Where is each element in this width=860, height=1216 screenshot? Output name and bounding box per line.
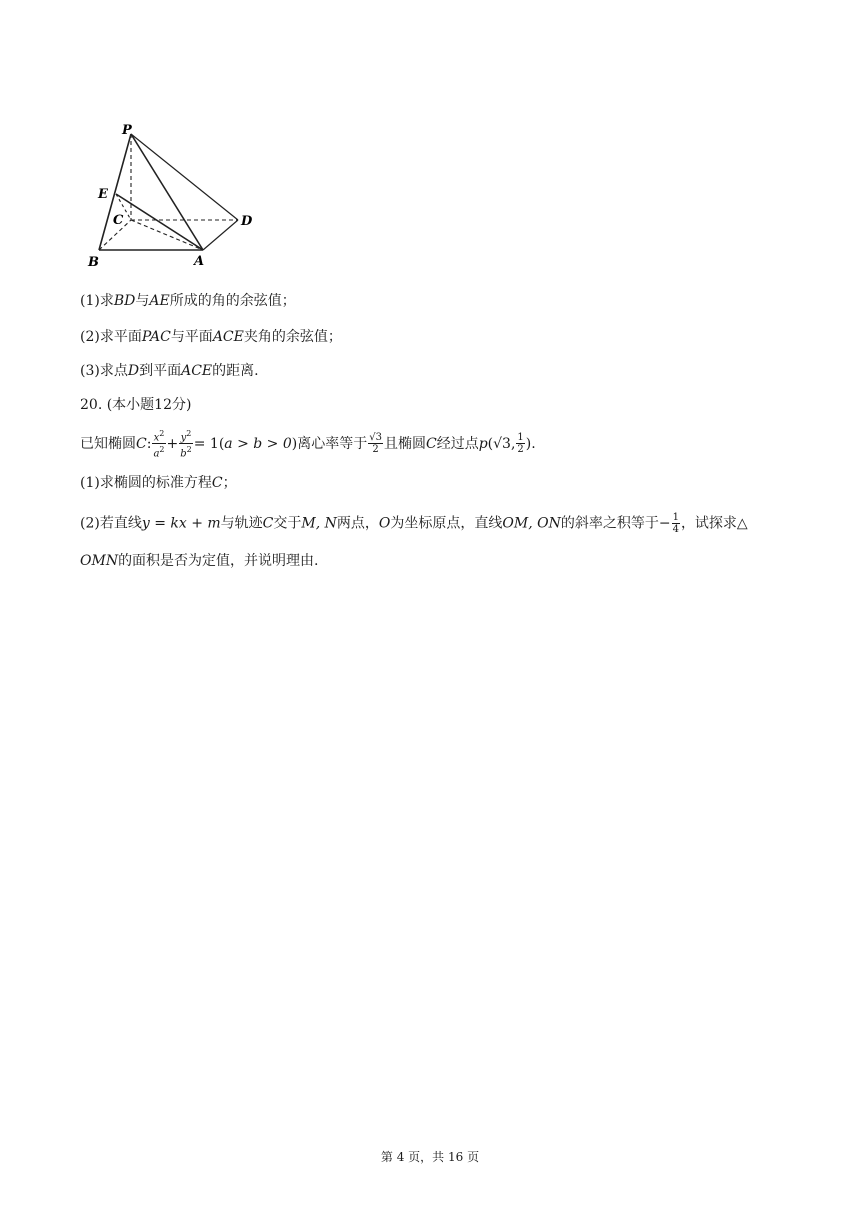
fraction-1-4 — [672, 512, 680, 535]
frac-two: 2 — [372, 444, 379, 456]
s2-origin-o: O — [378, 515, 391, 532]
label-d: D — [241, 214, 253, 229]
q2-suffix: 夹角的余弦值； — [243, 329, 342, 345]
q1-suffix: 所成的角的余弦值； — [169, 293, 296, 309]
fraction-y2-b2: $\frac{y^2}{b^2}$ — [180, 429, 192, 460]
frac-two-b: 2 — [517, 444, 524, 456]
q2-var-ace: ACE — [212, 329, 244, 345]
stmt-text-1: 已知椭圆 — [80, 435, 136, 452]
stmt-plus: + — [166, 435, 179, 452]
frac-one: 1 — [517, 432, 524, 444]
s2-text-5: 的斜率之积等于− — [560, 515, 671, 532]
fraction-x2-a2: $\frac{x^2}{a^2}$ — [153, 429, 165, 460]
pyramid-figure — [80, 118, 270, 278]
s2-text-1: 与轨迹 — [220, 515, 263, 532]
q1-prefix: (1)求 — [80, 293, 114, 309]
frac-one-q: 1 — [672, 512, 679, 523]
q2-mid: 与平面 — [170, 329, 213, 345]
s2-var-c: C — [262, 515, 274, 532]
page-footer: 第 4 页，共 16 页 — [380, 1150, 480, 1164]
pyramid-diagram — [80, 118, 270, 278]
stmt-text-4: 经过点 — [436, 435, 479, 452]
stmt-point-close: ). — [525, 435, 536, 452]
q3-prefix: (3)求点 — [80, 363, 128, 379]
s1-suffix: ； — [222, 475, 237, 491]
q3-var-ace: ACE — [181, 363, 213, 379]
s1-prefix: (1)求椭圆的标准方程 — [80, 475, 212, 491]
subquestion-2 — [80, 512, 748, 535]
q3-suffix: 的距离. — [212, 363, 259, 379]
frac-y: y — [180, 432, 187, 444]
q2-prefix: (2)求平面 — [80, 329, 142, 345]
s2-prefix: (2)若直线 — [80, 515, 142, 532]
s2-lines-om-on: OM, ON — [502, 515, 561, 532]
subquestion-1 — [80, 472, 237, 494]
q1-mid: 与 — [135, 293, 150, 309]
s2-text-2: 交于 — [273, 515, 302, 532]
label-b: B — [88, 255, 99, 270]
frac-four: 4 — [672, 524, 679, 535]
s1-var-c: C — [211, 475, 223, 491]
problem-20-header: 20. (本小题12分) — [80, 397, 192, 413]
label-e: E — [98, 187, 108, 202]
s2-text-6: ，试探求△ — [680, 515, 748, 532]
stmt-var-c: C — [136, 435, 147, 452]
label-p: P — [122, 123, 132, 138]
question-1 — [80, 290, 296, 312]
frac-sqrt3: √3 — [369, 432, 382, 444]
stmt-point-open: (√3, — [487, 435, 516, 452]
stmt-text-2: )离心率等于 — [291, 435, 368, 452]
fraction-sqrt3-2 — [368, 432, 383, 455]
q2-var-pac: PAC — [141, 329, 171, 345]
s2-text-3: 两点， — [336, 515, 379, 532]
subquestion-2-continued — [80, 550, 319, 572]
fraction-1-2 — [516, 432, 524, 455]
s2b-text: 的面积是否为定值，并说明理由. — [118, 553, 319, 569]
question-2 — [80, 326, 342, 348]
label-c: C — [113, 213, 124, 228]
s2b-triangle-omn: OMN — [80, 553, 119, 569]
stmt-var-c2: C — [425, 435, 437, 452]
label-a: A — [194, 254, 205, 269]
stmt-point-p: p — [478, 435, 488, 452]
stmt-eq: = 1( — [193, 435, 225, 452]
q1-var-ae: AE — [149, 293, 170, 309]
stmt-condition: a > b > 0 — [224, 435, 292, 452]
stmt-text-3: 且椭圆 — [383, 435, 426, 452]
s2-text-4: 为坐标原点，直线 — [390, 515, 503, 532]
s2-points-mn: M, N — [301, 515, 337, 532]
frac-x: x — [153, 432, 160, 444]
q3-var-d: D — [127, 363, 140, 379]
stmt-colon: : — [146, 435, 152, 452]
q1-var-bd: BD — [113, 293, 136, 309]
problem-20-statement — [80, 428, 536, 460]
s2-line-equation: y = kx + m — [141, 515, 221, 532]
frac-b: b — [180, 448, 187, 460]
q3-mid: 到平面 — [139, 363, 182, 379]
question-3 — [80, 360, 259, 382]
frac-a: a — [153, 448, 160, 460]
